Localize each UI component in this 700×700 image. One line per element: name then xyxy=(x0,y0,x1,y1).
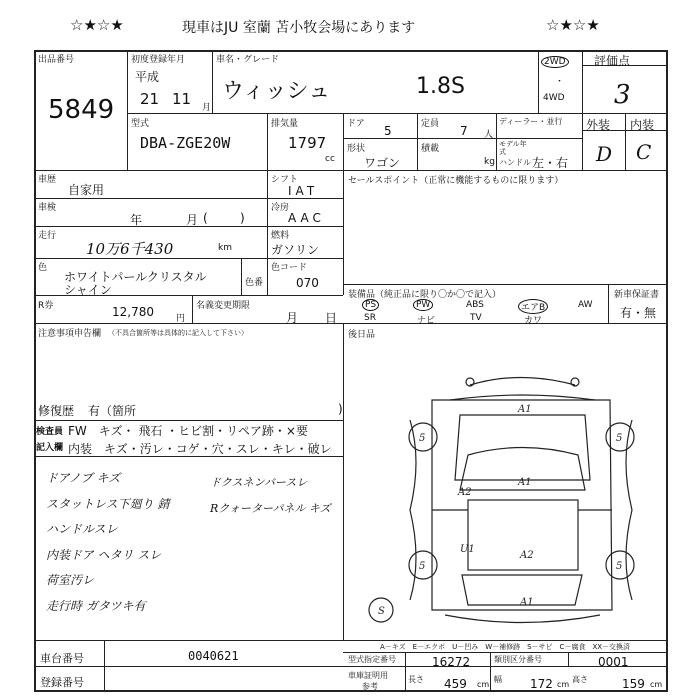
handwritten-left-3: 内装ドア ヘタリ スレ xyxy=(46,547,162,562)
inspector-label1: 検査員 xyxy=(36,427,64,437)
car-damage-diagram xyxy=(350,360,666,636)
repair-label: 修復歴 xyxy=(38,404,75,418)
mileage-unit: km xyxy=(218,243,232,253)
capacity-label: 定員 xyxy=(421,119,440,129)
handwritten-left-2: ハンドルスレ xyxy=(46,522,118,536)
color-code-label: 色コード xyxy=(271,263,308,273)
ac-label: 冷房 xyxy=(271,203,290,213)
capacity-value: 7 xyxy=(460,124,468,138)
handwritten-right xyxy=(210,470,331,522)
displacement-value: 1797 xyxy=(288,134,327,152)
score-value: 3 xyxy=(614,80,631,110)
registration-year: 21 xyxy=(140,90,160,108)
lot-label: 出品番号 xyxy=(38,55,75,65)
color-line1: ホワイトパールクリスタル xyxy=(64,270,207,284)
interior-value: C xyxy=(636,140,652,164)
class-cert-value: 0001 xyxy=(598,655,629,669)
dims-width: 172 xyxy=(530,677,553,691)
class-cert-label: 類別区分番号 xyxy=(494,655,542,664)
handwritten-left-0: ドアノブ キズ xyxy=(46,471,121,485)
exterior-value: D xyxy=(596,142,613,166)
header-stars-right: ☆★☆★ xyxy=(546,16,600,34)
dims-height-label: 高さ xyxy=(572,675,588,684)
load-label: 積載 xyxy=(421,144,440,154)
doors-value: 5 xyxy=(384,124,392,138)
equipment-label: 装備品（純正品に限り〇か〇で記入） xyxy=(348,290,502,300)
score-label: 評価点 xyxy=(594,54,631,68)
registration-era: 平成 xyxy=(135,70,160,84)
recycle-unit: 円 xyxy=(176,314,186,324)
inspector-row1: FW キズ・ 飛石 ・ヒビ割・リペア跡・×要 xyxy=(68,424,308,438)
warranty-value: 有・無 xyxy=(620,306,657,320)
damage-legend: A－キズ E－エクボ U－凹み W－補修跡 S－サビ C－腐食 XX－交換済 xyxy=(380,643,631,651)
header-stars-left: ☆★☆★ xyxy=(70,16,124,34)
handle-value: 左・右 xyxy=(532,156,569,170)
mileage-label: 走行 xyxy=(38,231,57,241)
dims-height: 159 xyxy=(622,677,645,691)
doors-label: ドア xyxy=(347,119,365,129)
shift-label: シフト xyxy=(271,175,299,185)
diagram-rear-bumper xyxy=(445,615,600,623)
equip-aw: AW xyxy=(578,300,593,310)
mark-a2-left: A2 xyxy=(458,487,472,498)
shape-value: ワゴン xyxy=(364,156,401,170)
car-grade: 1.8S xyxy=(416,74,465,99)
dims-width-label: 幅 xyxy=(494,675,502,684)
handwritten-left-5: 走行時 ガタツキ有 xyxy=(46,598,146,613)
header-title: 現車はJU 室蘭 苫小牧会場にあります xyxy=(182,20,416,36)
recycle-value: 12,780 xyxy=(112,305,154,319)
mark-spare-s: S xyxy=(378,606,385,617)
equip-abs: ABS xyxy=(466,300,484,310)
ac-value: AAC xyxy=(288,211,325,225)
registration-label: 初度登録年月 xyxy=(131,55,186,65)
load-unit: kg xyxy=(484,157,495,167)
model-label: 型式 xyxy=(131,119,150,129)
handle-label: ハンドル xyxy=(499,158,531,167)
equip-pw: PW xyxy=(413,299,433,311)
model-year-label: モデル年式 xyxy=(499,140,527,156)
equip-sr: SR xyxy=(364,313,376,323)
wheel-label-rr: 5 xyxy=(616,561,623,572)
equip-leather: カワ xyxy=(524,316,543,326)
displacement-label: 排気量 xyxy=(271,119,299,129)
displacement-unit: cc xyxy=(325,154,335,164)
drive-4wd: 4WD xyxy=(543,93,565,103)
shape-label: 形状 xyxy=(347,144,366,154)
model-cert-label: 型式指定番号 xyxy=(348,655,396,664)
lot-number: 5849 xyxy=(48,95,115,125)
mark-a1-top: A1 xyxy=(518,404,532,415)
handwritten-left-4: 荷室汚レ xyxy=(46,573,95,587)
warranty-label: 新車保証書 xyxy=(614,290,660,300)
registration-month-unit: 月 xyxy=(202,103,212,113)
mileage-value: 10万6千430 xyxy=(86,240,174,258)
dims-sub: 参考 xyxy=(362,682,378,691)
shaken-label: 車検 xyxy=(38,203,57,213)
color-code-value: 070 xyxy=(296,276,319,290)
name-change-label: 名義変更期限 xyxy=(196,301,251,311)
frame-label: 車台番号 xyxy=(40,652,84,665)
dims-length-label: 長さ xyxy=(408,675,424,684)
fuel-label: 燃料 xyxy=(271,231,290,241)
wheel-label-rl: 5 xyxy=(419,561,426,572)
car-name: ウィッシュ xyxy=(222,79,331,104)
shaken-month: 月 xyxy=(186,213,199,227)
name-change-day: 日 xyxy=(325,311,338,325)
dims-width-unit: cm xyxy=(557,680,570,689)
handwritten-right-0: ドクスネンバースレ xyxy=(210,476,308,489)
equip-navi: ナビ xyxy=(417,316,436,326)
mark-a2-roof: A2 xyxy=(520,550,534,561)
color-line2: シャイン xyxy=(64,283,112,297)
handwritten-right-1: Rクォーターパネル キズ xyxy=(210,502,331,515)
drive-dot: ・ xyxy=(555,77,565,87)
registration-month: 11 xyxy=(172,90,192,108)
mark-a1-rear: A1 xyxy=(520,597,534,608)
color-no-label: 色番 xyxy=(245,278,264,288)
recycle-label: R券 xyxy=(38,301,54,311)
inspector-label2: 記入欄 xyxy=(36,443,64,453)
equip-ps: PS xyxy=(362,299,379,311)
name-label: 車名・グレード xyxy=(216,55,280,65)
car-type-value: 自家用 xyxy=(68,183,105,197)
inspector-row2: 内装 キズ・汚レ・コゲ・穴・スレ・キレ・破レ xyxy=(68,442,332,456)
wheel-label-fr: 5 xyxy=(616,433,623,444)
notes-label: 注意事項申告欄 xyxy=(38,329,102,339)
fuel-value: ガソリン xyxy=(271,243,320,257)
dims-length: 459 xyxy=(444,677,467,691)
notes-sub: （不具合箇所等は具体的に記入して下さい） xyxy=(108,329,248,337)
equip-tv: TV xyxy=(470,313,482,323)
name-change-month: 月 xyxy=(286,311,299,325)
equip-airbag: エアB xyxy=(518,299,548,314)
interior-label: 内装 xyxy=(630,118,655,132)
diagram-roof-line xyxy=(470,378,575,386)
dims-length-unit: cm xyxy=(477,680,490,689)
exterior-label: 外装 xyxy=(586,118,611,132)
dims-height-unit: cm xyxy=(650,680,663,689)
handwritten-left xyxy=(46,466,169,619)
diagram-front-curve xyxy=(450,395,595,400)
shaken-year: 年 xyxy=(130,213,143,227)
sales-point-label: セールスポイント（正常に機能するものに限ります） xyxy=(348,176,564,186)
handwritten-left-1: スタットレス下廻り 錆 xyxy=(46,496,170,511)
capacity-unit: 人 xyxy=(484,130,494,140)
seat-label: 後日品 xyxy=(348,330,376,340)
color-label: 色 xyxy=(38,263,48,273)
dims-label: 車庫証明用 xyxy=(348,671,388,680)
shift-value: IAT xyxy=(288,184,319,198)
repair-value: 有（箇所 xyxy=(88,404,137,418)
dealer-label: ディーラー・並行 xyxy=(499,117,563,126)
frame-value: 0040621 xyxy=(188,649,239,663)
mark-a1-hood: A1 xyxy=(518,477,532,488)
model-cert-value: 16272 xyxy=(432,655,471,669)
wheel-label-fl: 5 xyxy=(419,433,426,444)
model-value: DBA-ZGE20W xyxy=(140,134,231,152)
reg-no-label: 登録番号 xyxy=(40,676,84,689)
mark-u1: U1 xyxy=(460,544,475,555)
car-type-label: 車歴 xyxy=(38,175,57,185)
drive-2wd: 2WD xyxy=(541,56,569,68)
